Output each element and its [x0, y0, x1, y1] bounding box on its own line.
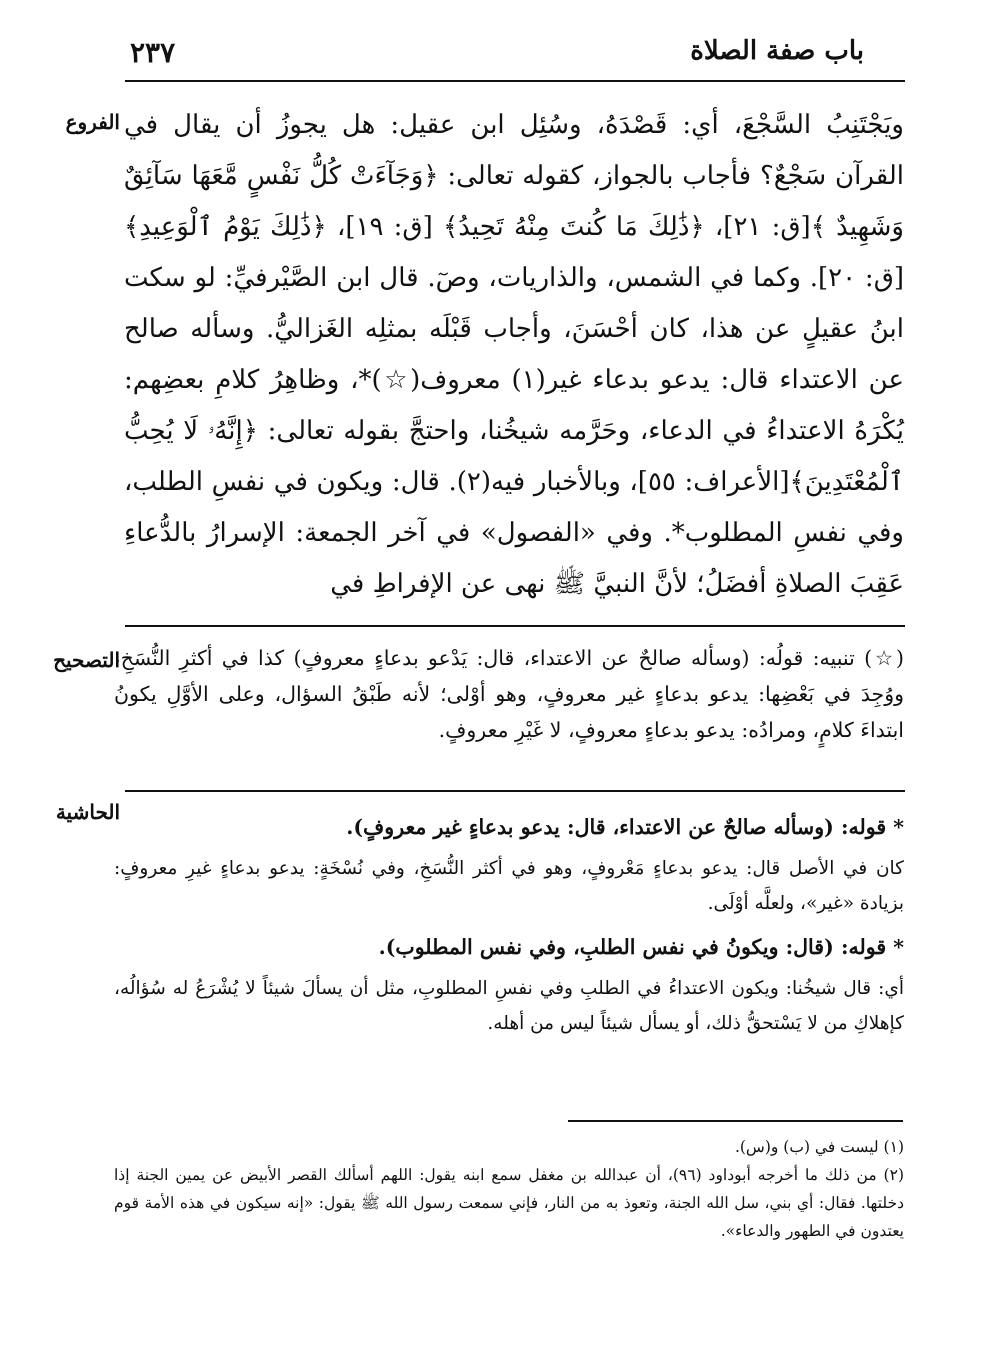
- footnote-rule: [568, 1120, 903, 1122]
- hashiya-comment-1: كان في الأصل قال: يدعو بدعاءٍ مَعْروفٍ، وهو في أكثر النُّسَخِ، وفي نُسْخَةٍ: يدعو بدعاءٍ غيرِ معروفٍ: بزيادة «غير»، ولعلَّه أوْلَى.: [114, 858, 904, 914]
- chapter-title: باب صفة الصلاة: [690, 36, 864, 66]
- hashiya-section: [114, 815, 904, 1041]
- page-number: ٢٣٧: [130, 36, 176, 69]
- hashiya-comment-2: أي: قال شيخُنا: ويكون الاعتداءُ في الطلبِ وفي نفسِ المطلوبِ، مثل أن يسألَ شيئاً لا يُشْرَعُ له سُؤالُه، كإهلاكِ من لا يَسْتحقُّ ذلك، أو يسأل شيئاً ليس من أهله.: [114, 978, 904, 1034]
- hashiya-rule: [125, 790, 905, 792]
- tashih-text: (☆) تنبيه: قولُه: (وسأله صالحٌ عن الاعتداء، قال: يَدْعو بدعاءٍ معروفٍ) كذا في أكثرِ النُّسَخِ، ووُجِدَ في بَعْضِها: يدعو بدعاءٍ غير معروفٍ، وهو أوْلى؛ لأنه طَبْقُ السؤال، وعلى الأوَّلِ يكونُ ابتداءَ كلامٍ، ومرادُه: يدعو بدعاءٍ معروفٍ، لا غَيْرِ معروفٍ.: [114, 646, 904, 742]
- footnotes: [114, 1133, 904, 1245]
- label-hashiya: الحاشية: [55, 800, 120, 824]
- main-text: ويَجْتَنِبُ السَّجْعَ، أي: قَصْدَهُ، وسُئِل ابن عقيل: هل يجوزُ أن يقال في القرآن سَجْعٌ؟ فأجاب بالجواز، كقوله تعالى: ﴿وَجَآءَتْ كُلُّ نَفْسٍ مَّعَهَا سَآئِقٌ وَشَهِيدٌ ﴾[ق: ٢١]، ﴿ذَٰلِكَ مَا كُنتَ مِنْهُ تَحِيدُ﴾ [ق: ١٩]، ﴿ذَٰلِكَ يَوْمُ ٱلْوَعِيدِ﴾ [ق: ٢٠]. وكما في الشمس، والذاريات، وصٓ. قال ابن الصَّيْرفيِّ: لو سكت ابنُ عقيلٍ عن هذا، كان أحْسَنَ، وأجاب قَبْلَه بمثلِه الغَزاليُّ. وسأله صالح عن الاعتداء قال: يدعو بدعاء غير(١) معروف(☆)*، وظاهِرُ كلامِ بعضِهم: يُكْرَهُ الاعتداءُ في الدعاء، وحَرَّمه شيخُنا، واحتجَّ بقوله تعالى: ﴿إِنَّهُۥ لَا يُحِبُّ ٱلْمُعْتَدِينَ﴾[الأعراف: ٥٥]، وبالأخبار فيه(٢). قال: ويكون في نفسِ الطلب، وفي نفسِ المطلوب*. وفي «الفصول» في آخر الجمعة: الإسرارُ بالدُّعاءِ عَقِبَ الصلاةِ أفضَلُ؛ لأنَّ النبيَّ ﷺ نهى عن الإفراطِ في: [124, 110, 905, 599]
- footnote-2: (٢) من ذلك ما أخرجه أبوداود (٩٦)، أن عبدالله بن مغفل سمع ابنه يقول: اللهم أسألك القصر الأبيض عن يمين الجنة إذا دخلتها. فقال: أي بني، سل الله الجنة، وتعوذ به من النار، فإني سمعت رسول الله ﷺ يقول: «إنه سيكون في هذه الأمة قوم يعتدون في الطهور والدعاء».: [114, 1166, 904, 1240]
- hashiya-quote-1: * قوله: (وسأله صالحٌ عن الاعتداء، قال: يدعو بدعاءٍ غير معروفٍ).: [346, 815, 904, 839]
- footnote-1: (١) ليست في (ب) و(س).: [734, 1138, 904, 1156]
- label-tashih: التصحيح: [53, 648, 120, 672]
- tashih-rule: [125, 625, 905, 627]
- header-rule: [125, 80, 905, 82]
- label-furu: الفروع: [65, 110, 120, 134]
- hashiya-quote-2: * قوله: (قال: ويكونُ في نفس الطلبِ، وفي نفس المطلوب).: [378, 935, 904, 959]
